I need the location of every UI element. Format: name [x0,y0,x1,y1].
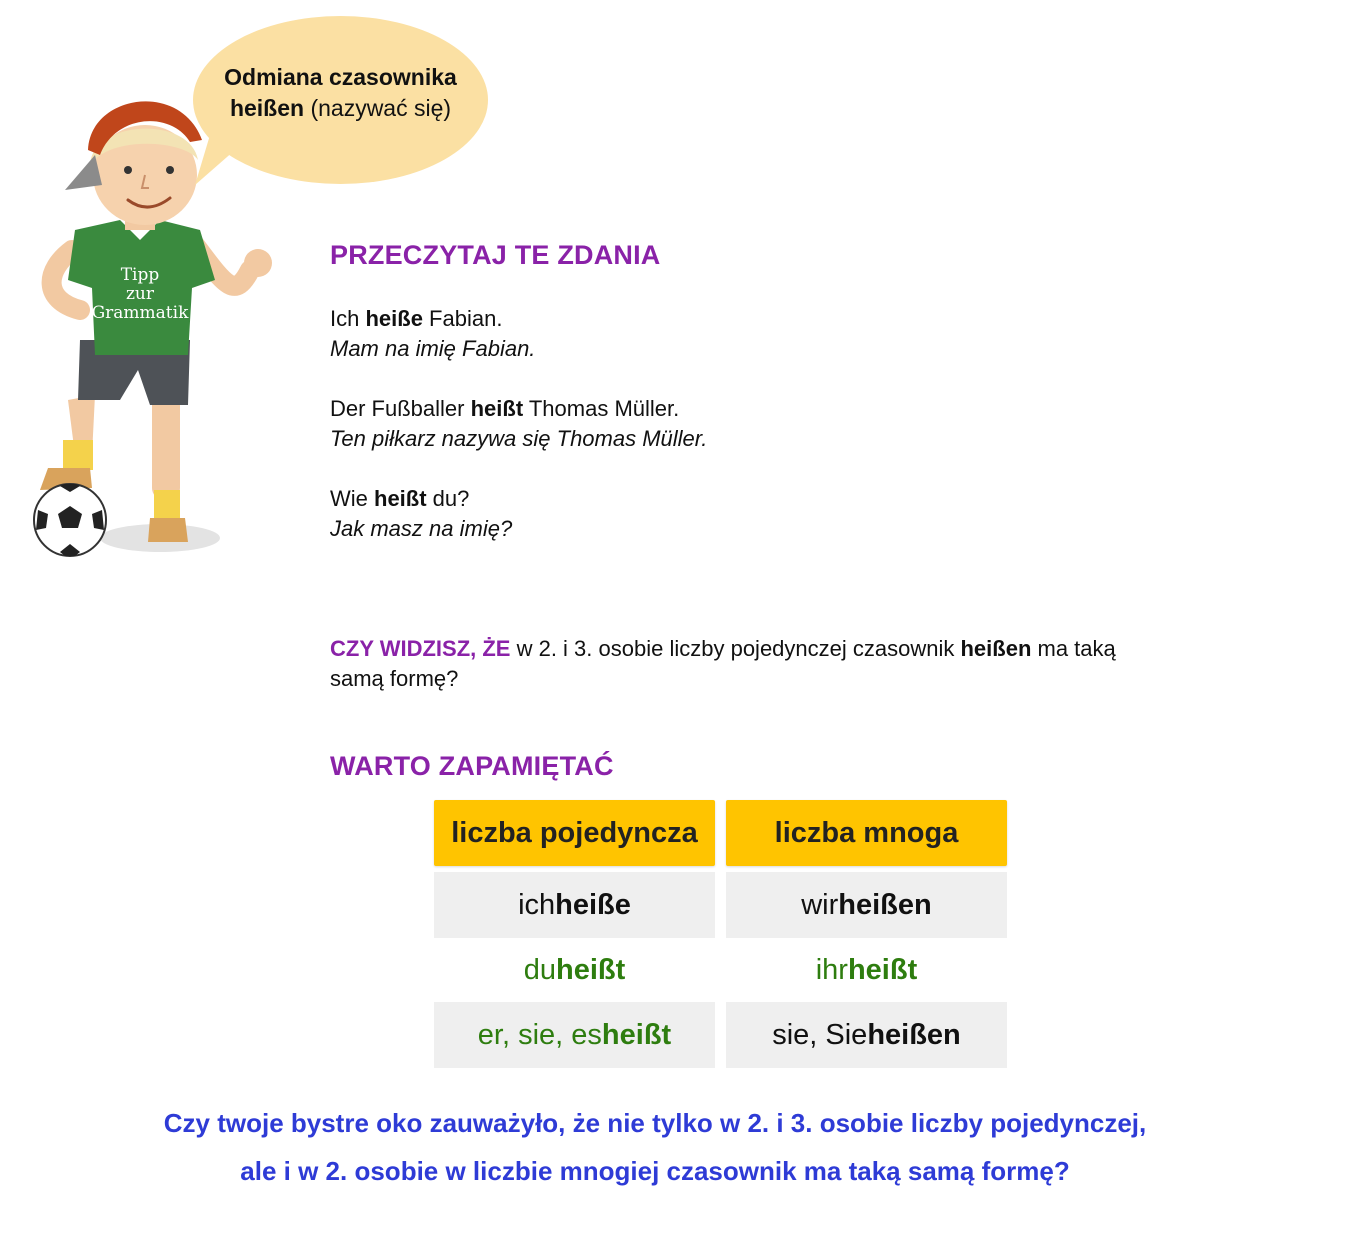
sentence-german: Der Fußballer heißt Thomas Müller. [330,396,680,421]
shirt-text-line3: Grammatik [91,303,189,323]
table-cell-sg-2: du heißt [523,953,626,986]
read-heading: PRZECZYTAJ TE ZDANIA [330,240,661,270]
question-line2: ale i w 2. osobie w liczbie mnogiej czasownik ma taką samą formę? [240,1156,1070,1186]
shirt-text-line1: Tipp [120,265,160,285]
sentence-translation: Ten piłkarz nazywa się Thomas Müller. [330,426,708,451]
table-cell-pl-1: wir heißen [726,872,1007,938]
tip-paragraph: CZY WIDZISZ, ŻE w 2. i 3. osobie liczby pojedynczej czasownik heißen ma taką samą formę? [330,636,1116,691]
bubble-subtitle [193,93,488,124]
bubble-text [193,62,488,124]
example-sentence-2 [330,394,707,454]
column-header-singular: liczba pojedyncza [434,800,715,866]
sentence-translation: Jak masz na imię? [330,516,513,541]
bubble-verb: heißen [229,95,305,121]
shirt-text-line2: zur [125,284,155,304]
tip-line2: samą formę? [330,666,459,691]
remember-heading: WARTO ZAPAMIĘTAĆ [330,751,614,781]
sentence-translation: Mam na imię Fabian. [330,336,536,361]
question-line1: Czy twoje bystre oko zauważyło, że nie tylko w 2. i 3. osobie liczby pojedynczej, [163,1108,1147,1138]
table-cell-pl-2: ihr heißt [815,953,918,986]
bubble-title: Odmiana czasownika [224,64,457,90]
speech-bubble-tail [190,135,250,195]
tip-verb: heißen [960,636,1032,661]
closing-question [0,1099,1310,1195]
sentence-german: Ich heiße Fabian. [330,306,503,331]
tip-label: CZY WIDZISZ, ŻE [330,636,511,661]
example-sentence-1 [330,304,535,364]
sentence-german: Wie heißt du? [330,486,470,511]
table-cell-pl-3: sie, Sie heißen [726,1002,1007,1068]
table-cell-sg-3: er, sie, es heißt [434,1002,715,1068]
bubble-gloss: (nazywać się) [310,95,452,121]
table-cell-sg-1: ich heiße [434,872,715,938]
column-header-plural: liczba mnoga [726,800,1007,866]
example-sentence-3 [330,484,512,544]
